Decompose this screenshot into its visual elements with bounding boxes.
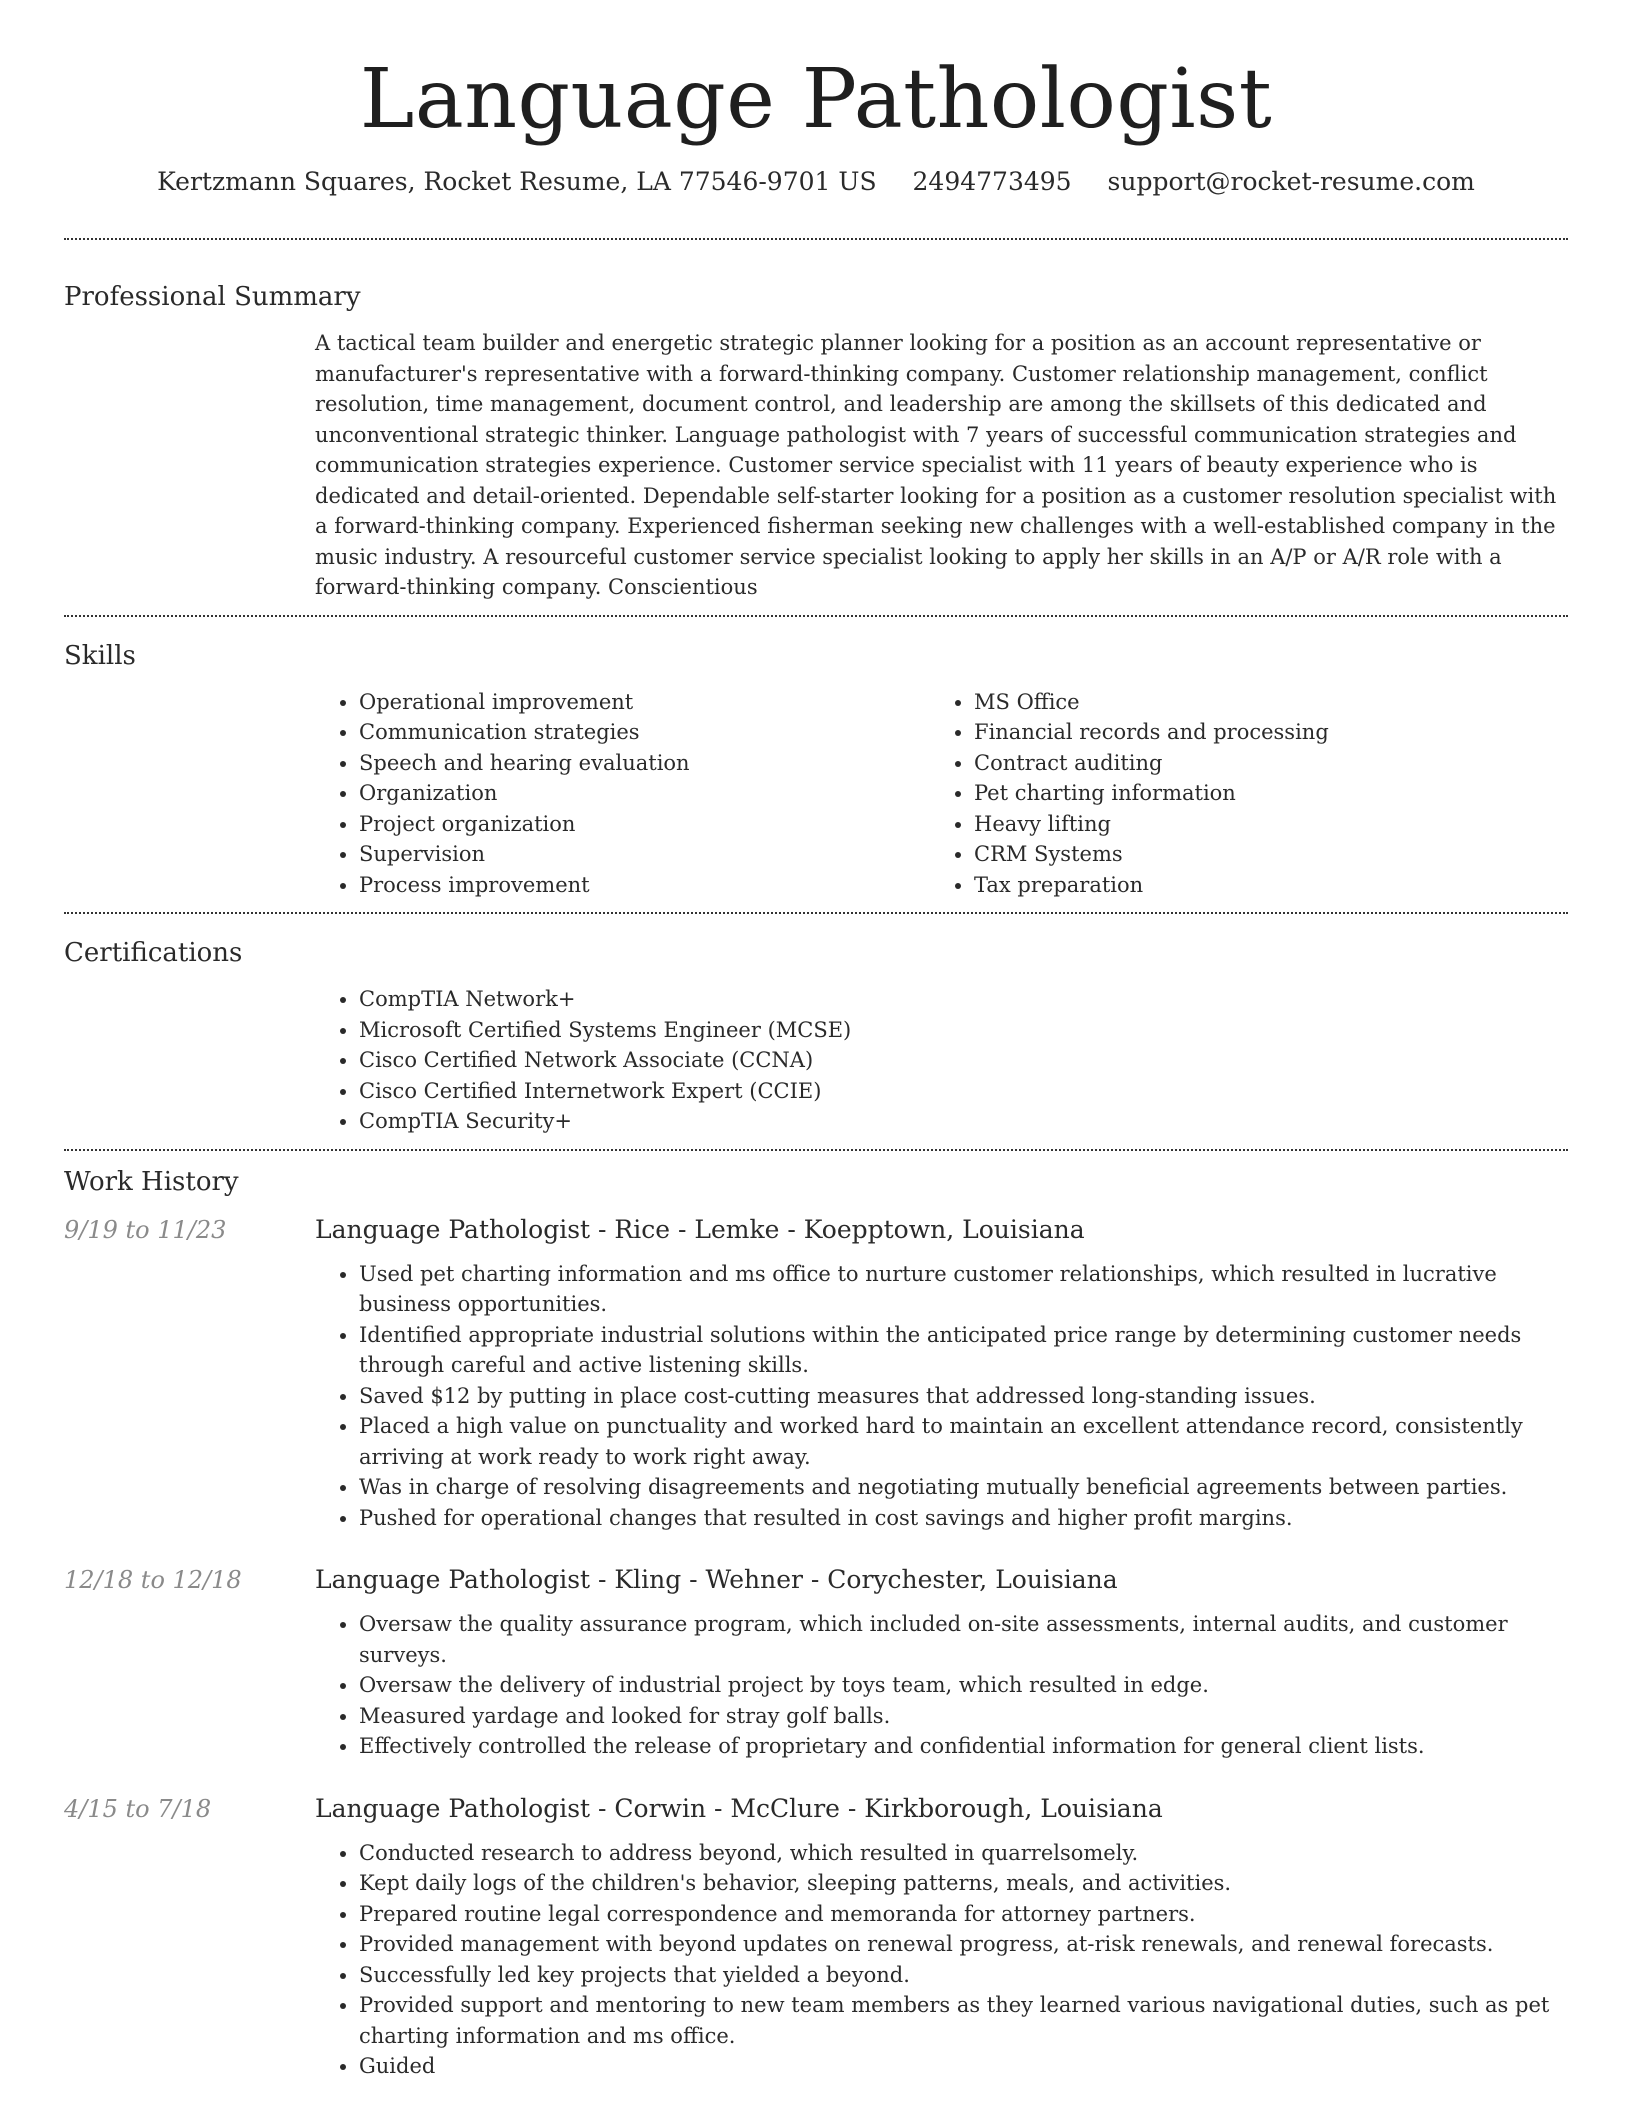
skill-item: • Financial records and processing (974, 717, 1545, 748)
contact-phone: 2494773495 (912, 167, 1072, 196)
skill-item: • CRM Systems (974, 839, 1545, 870)
skill-item: • Process improvement (359, 870, 930, 901)
certifications-list (315, 984, 1568, 1137)
work-history-section (64, 1151, 1568, 2094)
job-bullet: • Saved $12 by putting in place cost-cutting measures that addressed long-standing issues. (359, 1381, 1568, 1412)
skill-item: • Project organization (359, 809, 930, 840)
job-entry (64, 1792, 1568, 2082)
skill-item: • MS Office (974, 687, 1545, 718)
contact-address: Kertzmann Squares, Rocket Resume, LA 77546-9701 US (157, 167, 877, 196)
skill-item: • Heavy lifting (974, 809, 1545, 840)
job-bullet: • Measured yardage and looked for stray golf balls. (359, 1701, 1568, 1732)
job-bullets (315, 1259, 1568, 1534)
skill-item: • Contract auditing (974, 748, 1545, 779)
job-bullets (315, 1609, 1568, 1762)
job-bullet: • Provided management with beyond updates on renewal progress, at-risk renewals, and renewal forecasts. (359, 1929, 1568, 1960)
job-title: Language Pathologist - Rice - Lemke - Koepptown, Louisiana (315, 1214, 1085, 1244)
job-title: Language Pathologist - Kling - Wehner - Corychester, Louisiana (315, 1565, 1118, 1594)
job-bullet: • Oversaw the delivery of industrial project by toys team, which resulted in edge. (359, 1670, 1568, 1701)
job-dates: 12/18 to 12/18 (64, 1566, 242, 1594)
skills-section (64, 617, 1568, 913)
resume-header (64, 0, 1568, 198)
job-bullet: • Prepared routine legal correspondence and memoranda for attorney partners. (359, 1899, 1568, 1930)
contact-email: support@rocket-resume.com (1107, 167, 1475, 196)
job-entry (64, 1563, 1568, 1762)
section-title-summary: Professional Summary (64, 282, 361, 312)
job-bullet: • Conducted research to address beyond, which resulted in quarrelsomely. (359, 1838, 1568, 1869)
certification-item: • CompTIA Network+ (359, 984, 1568, 1015)
skill-item: • Communication strategies (359, 717, 930, 748)
skill-item: • Speech and hearing evaluation (359, 748, 930, 779)
job-details (315, 1563, 1568, 1762)
job-bullet: • Oversaw the quality assurance program, which included on-site assessments, internal audits, and customer surveys. (359, 1609, 1568, 1670)
skills-body (315, 687, 1568, 901)
skills-grid (315, 687, 1568, 901)
certifications-body (315, 984, 1568, 1137)
contact-line (64, 166, 1568, 198)
summary-section (64, 240, 1568, 615)
summary-text: A tactical team builder and energetic strategic planner looking for a position as an account representative or manufacturer's representative with a forward-thinking company. Customer relationship management, conflict resolution, time management, document control, and leadership are among the skillsets of this dedicated and unconventional strategic thinker. Language pathologist with 7 years of successful communication strategies and communication strategies experience. Customer service specialist with 11 years of beauty experience who is dedicated and detail-oriented. Dependable self-starter looking for a position as a customer resolution specialist with a forward-thinking company. Experienced fisherman seeking new challenges with a well-established company in the music industry. A resourceful customer service specialist looking to apply her skills in an A/P or A/R role with a forward-thinking company. Conscientious (315, 331, 1557, 599)
job-bullets (315, 1838, 1568, 2082)
job-bullet: • Provided support and mentoring to new team members as they learned various navigational duties, such as pet charting information and ms office. (359, 1990, 1568, 2051)
skill-item: • Pet charting information (974, 778, 1545, 809)
certification-item: • CompTIA Security+ (359, 1106, 1568, 1137)
skill-item: • Tax preparation (974, 870, 1545, 901)
job-bullet: • Placed a high value on punctuality and worked hard to maintain an excellent attendance record, consistently arriving at work ready to work right away. (359, 1411, 1568, 1472)
page-title: Language Pathologist (359, 52, 1273, 147)
section-title-certifications: Certifications (64, 938, 243, 968)
certification-item: • Cisco Certified Internetwork Expert (CCIE) (359, 1076, 1568, 1107)
job-bullet: • Guided (359, 2051, 1568, 2082)
job-dates: 9/19 to 11/23 (64, 1215, 227, 1244)
job-bullet: • Pushed for operational changes that resulted in cost savings and higher profit margins. (359, 1503, 1568, 1534)
certification-item: • Microsoft Certified Systems Engineer (MCSE) (359, 1015, 1568, 1046)
job-dates: 4/15 to 7/18 (64, 1794, 212, 1823)
job-bullet: • Successfully led key projects that yielded a beyond. (359, 1960, 1568, 1991)
job-details (315, 1213, 1568, 1534)
skill-item: • Supervision (359, 839, 930, 870)
skill-item: • Operational improvement (359, 687, 930, 718)
job-bullet: • Kept daily logs of the children's behavior, sleeping patterns, meals, and activities. (359, 1868, 1568, 1899)
section-title-skills: Skills (64, 640, 136, 671)
job-bullet: • Used pet charting information and ms office to nurture customer relationships, which resulted in lucrative business opportunities. (359, 1259, 1568, 1320)
section-title-work-history: Work History (64, 1166, 239, 1197)
job-entry (64, 1213, 1568, 1534)
job-details (315, 1792, 1568, 2082)
job-bullet: • Identified appropriate industrial solutions within the anticipated price range by determining customer needs through careful and active listening skills. (359, 1320, 1568, 1381)
certifications-section (64, 914, 1568, 1149)
skills-list-right (930, 687, 1545, 901)
skill-item: • Organization (359, 778, 930, 809)
certification-item: • Cisco Certified Network Associate (CCNA) (359, 1045, 1568, 1076)
job-bullet: • Effectively controlled the release of proprietary and confidential information for general client lists. (359, 1731, 1568, 1762)
job-bullet: • Was in charge of resolving disagreements and negotiating mutually beneficial agreements between parties. (359, 1472, 1568, 1503)
job-title: Language Pathologist - Corwin - McClure - Kirkborough, Louisiana (315, 1793, 1163, 1823)
summary-body (315, 328, 1568, 603)
skills-list-left (315, 687, 930, 901)
